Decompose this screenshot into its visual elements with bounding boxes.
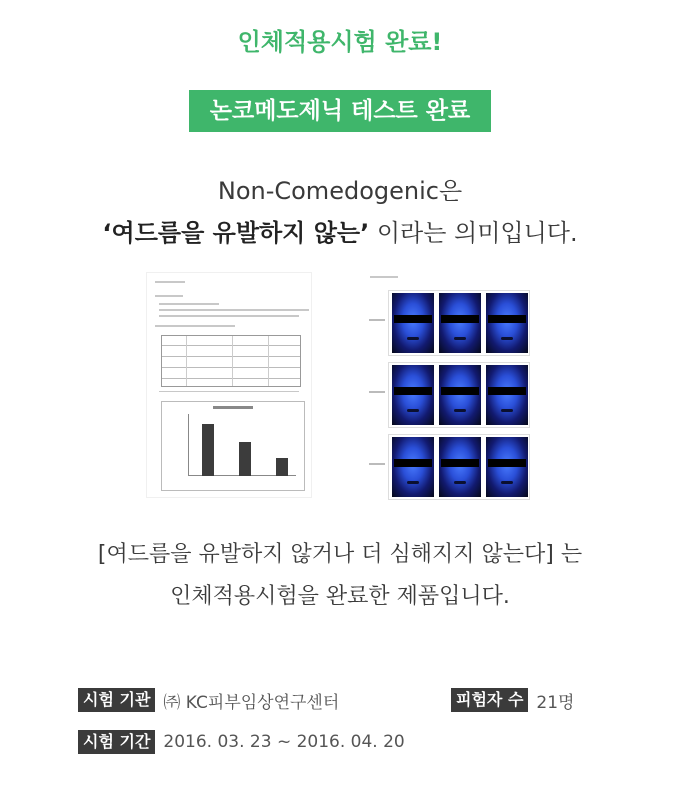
period-row [78, 730, 405, 754]
summary-line-1: [여드름을 유발하지 않거나 더 심해지지 않는다] 는 [97, 542, 583, 567]
intro-line-2 [0, 212, 680, 254]
summary-line-2: 인체적용시험을 완료한 제품입니다. [170, 584, 510, 609]
chart-bar-1 [202, 424, 214, 476]
subjects-value: 21명 [536, 692, 575, 713]
chart-bar-2 [239, 442, 251, 476]
face-photo [392, 365, 434, 425]
subjects-row [451, 688, 574, 712]
institution-label: 시험 기관 [78, 688, 155, 712]
period-value: 2016. 03. 23 ~ 2016. 04. 20 [163, 732, 405, 752]
headline-title: 인체적용시험 완료! [237, 28, 443, 56]
intro-text [0, 170, 680, 254]
test-complete-badge: 논코메도제닉 테스트 완료 [189, 90, 491, 132]
face-photo [486, 293, 528, 353]
intro-line-2-rest: 이라는 의미입니다. [369, 219, 578, 247]
face-photo [439, 437, 481, 497]
institution-row [78, 688, 339, 712]
oil-content-chart [161, 401, 305, 491]
face-photo [392, 293, 434, 353]
period-label: 시험 기간 [78, 730, 155, 754]
summary-text [0, 534, 680, 618]
subjects-label: 피험자 수 [451, 688, 528, 712]
facial-photos-image [366, 272, 530, 522]
intro-emphasis: ‘여드름을 유발하지 않는’ [102, 219, 370, 247]
face-photo [392, 437, 434, 497]
face-photo [439, 365, 481, 425]
test-report-image [146, 272, 312, 498]
face-photo [486, 365, 528, 425]
face-photo [439, 293, 481, 353]
institution-value: ㈜ KC피부임상연구센터 [163, 692, 340, 713]
chart-bar-3 [276, 458, 288, 476]
face-photo [486, 437, 528, 497]
intro-line-1: Non-Comedogenic은 [217, 177, 463, 205]
report-table [161, 335, 301, 387]
